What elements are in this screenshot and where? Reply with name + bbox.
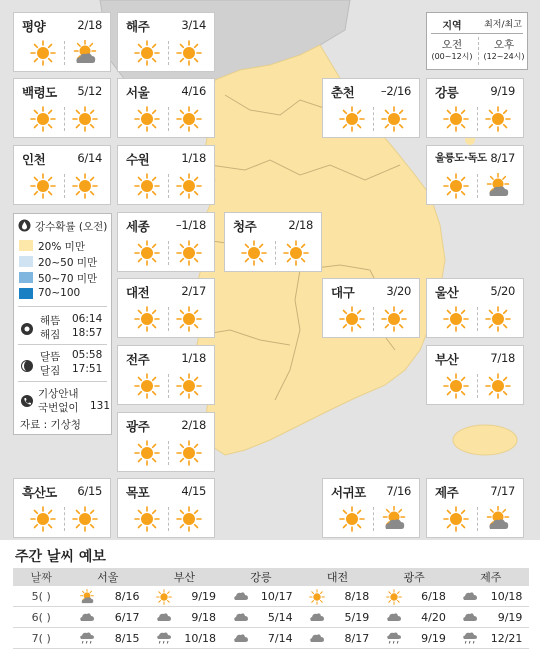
city-temp: 3/14 (181, 18, 206, 32)
city-name: 제주 (435, 485, 459, 500)
weekly-temp: 5/19 (344, 610, 370, 624)
weekly-temp: 9/19 (421, 631, 446, 645)
weekly-cell (146, 607, 223, 628)
city-name: 흑산도 (22, 485, 57, 500)
sun-icon (176, 173, 202, 199)
rain-cloud-icon (79, 631, 95, 645)
city-card (13, 478, 111, 538)
cloud-icon (233, 589, 249, 603)
weekly-temp: 9/19 (497, 610, 523, 624)
weekly-city-header: 대전 (299, 568, 376, 586)
city-name: 전주 (126, 352, 150, 367)
precip-swatch-4 (19, 288, 33, 299)
sun-icon (381, 106, 407, 132)
city-temp: 6/15 (77, 484, 102, 498)
city-name: 서귀포 (331, 485, 366, 500)
city-name: 목포 (126, 485, 150, 500)
city-card (224, 212, 322, 272)
sun-icon (443, 306, 469, 332)
precip-label-4: 70~100 (38, 287, 81, 299)
city-card (117, 12, 215, 72)
legend-pm: 오후 (493, 39, 515, 51)
sun-cloud-icon (485, 173, 511, 199)
city-card (117, 412, 215, 472)
rain-cloud-icon (386, 631, 402, 645)
source-label: 자료 : 기상청 (20, 419, 81, 431)
weekly-cell (376, 607, 453, 628)
city-card (13, 12, 111, 72)
weekly-forecast (0, 540, 540, 651)
cloud-icon (462, 610, 478, 624)
sun-icon (176, 373, 202, 399)
cloud-icon (79, 610, 95, 624)
sun-icon (381, 306, 407, 332)
weekly-city-header: 서울 (69, 568, 146, 586)
city-card (117, 145, 215, 205)
city-temp: 8/17 (490, 151, 515, 165)
sun-icon (283, 240, 309, 266)
sun-icon (241, 240, 267, 266)
legend-pm-range: (12~24시) (483, 52, 525, 61)
city-name: 춘천 (331, 85, 355, 100)
weekly-cell (299, 586, 376, 607)
sun-icon (72, 106, 98, 132)
city-temp: 4/16 (181, 84, 206, 98)
sun-icon (134, 506, 160, 532)
city-temp: 2/18 (181, 418, 206, 432)
city-card (322, 478, 420, 538)
weekly-temp: 10/18 (490, 589, 523, 603)
sun-icon (134, 306, 160, 332)
sun-cloud-icon (381, 506, 407, 532)
precip-title: 강수확률 (오전) (35, 221, 108, 233)
weekly-temp: 6/18 (421, 589, 446, 603)
sun-icon (30, 106, 56, 132)
weekly-cell (376, 628, 453, 649)
sun-icon (176, 240, 202, 266)
sun-icon (485, 106, 511, 132)
weekly-cell (69, 586, 146, 607)
city-temp: –1/18 (175, 218, 206, 232)
moonset-label: 달짐 (40, 365, 61, 377)
city-card (117, 478, 215, 538)
sun-icon (176, 106, 202, 132)
sun-icon (156, 589, 172, 603)
weekly-cell (223, 628, 300, 649)
city-name: 서울 (126, 85, 150, 100)
city-temp: 2/18 (288, 218, 313, 232)
city-name: 인천 (22, 152, 46, 167)
sunrise-time: 06:14 (72, 313, 103, 325)
weekly-row (13, 586, 529, 607)
sun-icon (176, 506, 202, 532)
city-card (426, 78, 524, 138)
precip-label-3: 50~70 미만 (38, 273, 98, 285)
sun-cloud-icon (485, 506, 511, 532)
sun-icon (443, 173, 469, 199)
weekly-row (13, 607, 529, 628)
city-card (117, 345, 215, 405)
weekly-date-header: 날짜 (13, 568, 69, 586)
city-name: 강릉 (435, 85, 459, 100)
weekly-date: 5( ) (13, 586, 69, 607)
hotline-label-1: 기상안내 (38, 388, 79, 400)
city-name: 수원 (126, 152, 150, 167)
weekly-temp: 6/17 (114, 610, 140, 624)
sun-icon (485, 306, 511, 332)
sun-icon (30, 40, 56, 66)
rain-cloud-icon (156, 631, 172, 645)
precip-swatch-3 (19, 272, 33, 283)
sun-icon (72, 506, 98, 532)
city-temp: 3/20 (386, 284, 411, 298)
weekly-cell (223, 607, 300, 628)
hotline-label-2: 국번없이 (38, 402, 79, 414)
cloud-icon (462, 589, 478, 603)
moon-icon (20, 359, 34, 373)
city-card (117, 212, 215, 272)
sun-icon (134, 106, 160, 132)
sunset-time: 18:57 (72, 327, 103, 339)
city-temp: 4/15 (181, 484, 206, 498)
precip-swatch-2 (19, 256, 33, 267)
weekly-city-header: 부산 (146, 568, 223, 586)
city-temp: –2/16 (380, 84, 411, 98)
weekly-cell (376, 586, 453, 607)
city-card (322, 278, 420, 338)
legend-region: 지역 (442, 21, 462, 32)
sun-icon (339, 106, 365, 132)
weekly-cell (299, 628, 376, 649)
weekly-cell (452, 628, 529, 649)
sun-icon (30, 506, 56, 532)
sun-icon (339, 506, 365, 532)
weekly-temp: 10/18 (184, 631, 217, 645)
city-name: 세종 (126, 219, 150, 234)
weekly-temp: 9/19 (191, 589, 217, 603)
legend-box (426, 12, 528, 70)
weekly-cell (452, 607, 529, 628)
sun-icon (134, 40, 160, 66)
hotline-number: 131 (90, 400, 111, 412)
weekly-date: 6( ) (13, 607, 69, 628)
cloud-icon (309, 610, 325, 624)
weekly-temp: 5/14 (267, 610, 293, 624)
weekly-cell (223, 586, 300, 607)
city-name: 백령도 (22, 85, 57, 100)
city-name: 대구 (331, 285, 355, 300)
city-name: 울산 (435, 285, 459, 300)
jeju-shape (453, 425, 517, 455)
weekly-temp: 10/17 (260, 589, 293, 603)
city-temp: 6/14 (77, 151, 102, 165)
legend-am-range: (00~12시) (431, 52, 473, 61)
weekly-city-header: 제주 (452, 568, 529, 586)
sun-icon (339, 306, 365, 332)
raindrop-icon (18, 219, 31, 232)
sun-icon (443, 106, 469, 132)
moonset-time: 17:51 (72, 363, 103, 375)
precip-label-1: 20% 미만 (38, 241, 85, 253)
weekly-temp: 12/21 (490, 631, 523, 645)
legend-am: 오전 (441, 39, 463, 51)
sun-icon (134, 173, 160, 199)
sun-icon (443, 373, 469, 399)
weekly-cell (452, 586, 529, 607)
weekly-cell (299, 607, 376, 628)
city-temp: 5/20 (490, 284, 515, 298)
weekly-temp: 7/14 (267, 631, 293, 645)
sunrise-icon (20, 322, 34, 336)
city-name: 부산 (435, 352, 459, 367)
weekly-cell (69, 628, 146, 649)
sun-icon (176, 440, 202, 466)
weekly-temp: 4/20 (421, 610, 446, 624)
cloud-icon (386, 610, 402, 624)
city-card (426, 145, 524, 205)
sunset-label: 해짐 (40, 329, 61, 341)
weekly-city-header: 강릉 (223, 568, 300, 586)
city-name: 청주 (233, 219, 257, 234)
city-card (322, 78, 420, 138)
weekly-header-row (13, 568, 529, 586)
city-temp: 1/18 (181, 151, 206, 165)
weekly-row (13, 628, 529, 649)
weekly-temp: 8/17 (344, 631, 370, 645)
city-name: 평양 (22, 19, 46, 34)
sun-cloud-icon (79, 589, 95, 603)
moonrise-time: 05:58 (72, 349, 103, 361)
city-card (13, 78, 111, 138)
sun-icon (386, 589, 402, 603)
city-card (117, 278, 215, 338)
city-temp: 2/18 (77, 18, 102, 32)
weekly-temp: 8/18 (344, 589, 370, 603)
weekly-cell (146, 586, 223, 607)
city-name: 울릉도·독도 (435, 152, 487, 164)
city-card (13, 145, 111, 205)
city-temp: 7/17 (490, 484, 515, 498)
city-temp: 9/19 (490, 84, 515, 98)
weekly-city-header: 광주 (376, 568, 453, 586)
info-panel (13, 213, 112, 435)
sun-icon (72, 173, 98, 199)
cloud-icon (156, 610, 172, 624)
sun-icon (134, 440, 160, 466)
sun-icon (176, 306, 202, 332)
sun-icon (134, 240, 160, 266)
weekly-date: 7( ) (13, 628, 69, 649)
city-name: 해주 (126, 19, 150, 34)
city-temp: 2/17 (181, 284, 206, 298)
city-temp: 7/16 (386, 484, 411, 498)
moonrise-label: 달뜸 (40, 351, 61, 363)
weekly-temp: 9/18 (191, 610, 217, 624)
phone-icon (20, 394, 34, 408)
weekly-temp: 8/15 (114, 631, 140, 645)
sun-icon (176, 40, 202, 66)
sun-icon (485, 373, 511, 399)
cloud-icon (309, 631, 325, 645)
weekly-title: 주간 날씨 예보 (15, 549, 106, 565)
city-temp: 5/12 (77, 84, 102, 98)
sun-icon (443, 506, 469, 532)
precip-swatch-1 (19, 240, 33, 251)
city-name: 광주 (126, 419, 150, 434)
weekly-cell (69, 607, 146, 628)
city-temp: 1/18 (181, 351, 206, 365)
city-card (426, 278, 524, 338)
weekly-table (13, 568, 529, 649)
weekly-temp: 8/16 (114, 589, 140, 603)
sun-icon (309, 589, 325, 603)
sun-cloud-icon (72, 40, 98, 66)
sun-icon (30, 173, 56, 199)
legend-minmax: 최저/최고 (484, 20, 522, 30)
city-card (426, 478, 524, 538)
city-card (426, 345, 524, 405)
cloud-icon (233, 610, 249, 624)
city-card (117, 78, 215, 138)
city-temp: 7/18 (490, 351, 515, 365)
precip-label-2: 20~50 미만 (38, 257, 98, 269)
city-name: 대전 (126, 285, 150, 300)
sunrise-label: 해뜸 (40, 315, 61, 327)
sun-icon (134, 373, 160, 399)
cloud-icon (233, 631, 249, 645)
weekly-cell (146, 628, 223, 649)
rain-cloud-icon (462, 631, 478, 645)
